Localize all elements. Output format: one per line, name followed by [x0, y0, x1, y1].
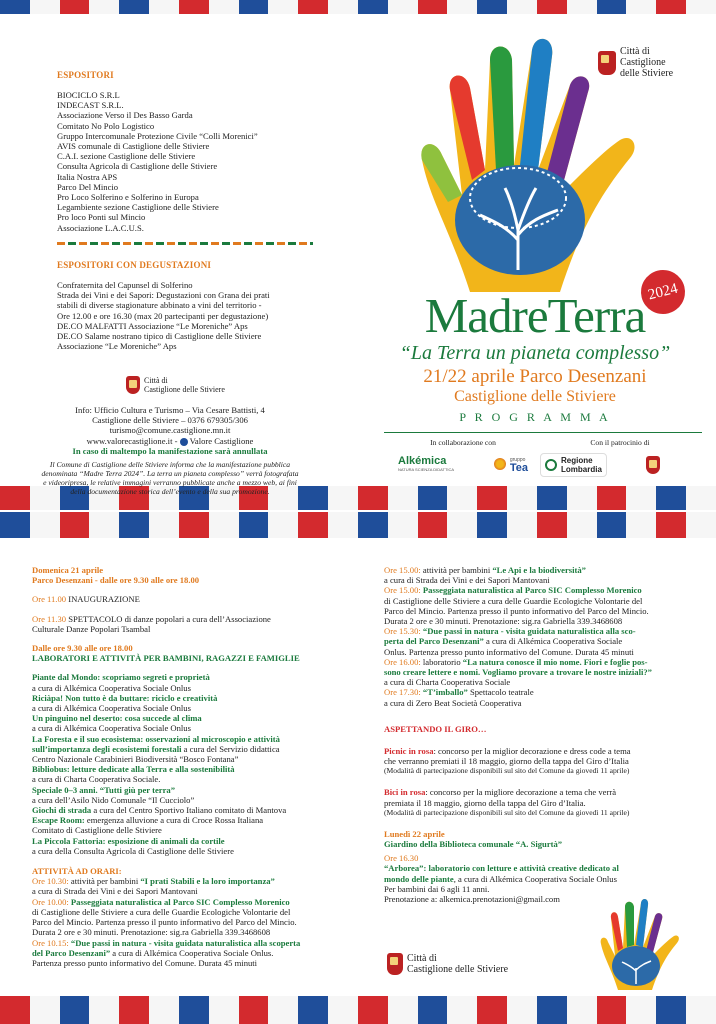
- event-label: attività per bambini: [68, 876, 141, 887]
- espositore-item: Associazione Verso il Des Basso Garda: [57, 110, 193, 121]
- stripe-segment: [477, 512, 507, 538]
- stripe-segment: [30, 996, 60, 1024]
- stripe-segment: [268, 512, 298, 538]
- degustazione-item: stabili di diverse stagionature abbinato a vini del territorio -: [57, 300, 262, 311]
- event-label: SPETTACOLO di danze popolari a cura dell’Associazione: [68, 613, 271, 624]
- event-time: Ore 15.00:: [384, 585, 421, 596]
- lab-title: LABORATORI E ATTIVITÀ PER BAMBINI, RAGAZZI E FAMIGLIE: [32, 653, 300, 664]
- divider: [57, 242, 313, 245]
- info-line: Info: Ufficio Cultura e Turismo – Via Cesare Battisti, 4: [75, 405, 265, 415]
- lab-detail: a cura di Charta Cooperativa Sociale.: [32, 774, 161, 785]
- stripe-segment: [418, 512, 448, 538]
- labs-list: [32, 672, 362, 856]
- city-name-line1: Città di: [620, 46, 650, 57]
- tea-group: gruppo: [509, 456, 526, 463]
- stripe-segment: [477, 0, 507, 14]
- event-detail: a cura di Alkémica Cooperativa Sociale Onlus.: [110, 947, 274, 958]
- middle-stripe-2: [0, 512, 716, 538]
- hero-divider: [384, 432, 702, 433]
- regione-line1: Regione: [561, 456, 593, 465]
- event-title: perta del Parco Desenzani”: [384, 636, 484, 647]
- espositori-list: [57, 90, 317, 233]
- stripe-segment: [388, 512, 418, 538]
- day2-time: Ore 16.30: [384, 853, 419, 864]
- event-detail: a cura di Zero Beat Società Cooperativa: [384, 697, 522, 708]
- event-detail: Partenza presso punto informativo del Comune. Durata 45 minuti: [32, 957, 258, 968]
- event-place: Castiglione delle Stiviere: [454, 388, 616, 405]
- espositore-item: BIOCICLO S.R.L: [57, 90, 120, 100]
- regione-line2: Lombardia: [561, 465, 602, 474]
- city-name-line2: Castiglione delle Stiviere: [407, 964, 509, 975]
- city-crest-icon: [126, 376, 140, 394]
- lab-item: [32, 836, 362, 856]
- event-detail: Durata 2 ore e 30 minuti. Prenotazione: sig.ra Gabriella 339.3468608: [384, 616, 623, 627]
- picnic-detail: che verranno premiati il 18 maggio, giorno della tappa del Giro d’Italia: [384, 756, 629, 767]
- event-title: MadreTerra: [424, 288, 646, 343]
- stripe-segment: [328, 0, 358, 14]
- espositore-item: Pro loco Ponti sul Mincio: [57, 212, 146, 223]
- event-time: Ore 10.30:: [32, 876, 69, 887]
- event-time: Ore 11.30: [32, 613, 67, 624]
- stripe-segment: [447, 512, 477, 538]
- stripe-segment: [328, 486, 358, 510]
- stripe-segment: [358, 0, 388, 14]
- city-name-line2: Castiglione: [620, 57, 666, 68]
- tea-sun-icon: [494, 458, 506, 470]
- espositori-title: ESPOSITORI: [57, 70, 114, 80]
- stripe-segment: [626, 996, 656, 1024]
- espositore-item: Parco Del Mincio: [57, 181, 119, 192]
- espositore-item: INDECAST S.R.L.: [57, 100, 124, 111]
- lab-title: Piante dal Mondo: scopriamo segreti e proprietà: [32, 672, 210, 683]
- facebook-link[interactable]: Valore Castiglione: [189, 435, 254, 446]
- event-title: “Le Api e la biodiversità”: [492, 565, 586, 575]
- degustazione-item: DE.CO Salame nostrano tipico di Castiglione delle Stiviere: [57, 331, 262, 342]
- bici-detail: premiata il 18 maggio, giorno della tappa del Giro d’Italia.: [384, 797, 586, 808]
- stripe-segment: [119, 0, 149, 14]
- event-subtitle: “La Terra un pianeta complesso”: [399, 342, 671, 364]
- day2-title: “Arborea”: laboratorio con letture e attività creative dedicato al: [384, 863, 619, 874]
- regione-lombardia-logo: [540, 453, 607, 477]
- program-day1: [32, 565, 362, 968]
- bici-label: Bici in rosa: [384, 787, 426, 798]
- stripe-segment: [0, 996, 30, 1024]
- lab-title: Riciàpa! Non tutto è da buttare: riciclo e creatività: [32, 692, 218, 703]
- event-time: Ore 10.00:: [32, 896, 69, 907]
- day2-email[interactable]: Prenotazione a: alkemica.prenotazioni@gmail.com: [384, 894, 560, 905]
- degustazione-item: Confraternita del Capunsel di Solferino: [57, 280, 193, 290]
- stripe-segment: [298, 0, 328, 14]
- day2-detail: , a cura di Alkémica Cooperativa Sociale Onlus: [453, 873, 617, 884]
- event-title: “T’imballo”: [420, 687, 468, 698]
- event-time: Ore 15.00:: [384, 565, 421, 575]
- stripe-segment: [89, 996, 119, 1024]
- stripe-segment: [686, 0, 716, 14]
- alkemica-tagline: NATURA SCIENZA DIDATTICA: [398, 467, 455, 472]
- stripe-segment: [656, 996, 686, 1024]
- stripe-segment: [418, 996, 448, 1024]
- espositore-item: AVIS comunale di Castiglione delle Stiviere: [57, 141, 210, 152]
- event-title: “I prati Stabili e la loro importanza”: [140, 876, 275, 887]
- stripe-segment: [626, 0, 656, 14]
- degustazione-item: Associazione “Le Moreniche” Aps: [57, 341, 177, 352]
- city-name-line1: Città di: [407, 953, 437, 964]
- event-detail: a cura di Strada dei Vini e dei Sapori Mantovani: [384, 575, 550, 586]
- picnic-label: Picnic in rosa: [384, 746, 434, 757]
- facebook-icon: [180, 438, 188, 446]
- event-detail: Parco del Mincio. Partenza presso il punto informativo del Parco del Mincio.: [384, 605, 649, 616]
- event-title: del Parco Desenzani”: [32, 947, 111, 958]
- lab-title: La Piccola Fattoria: esposizione di animali da cortile: [32, 835, 225, 846]
- lab-item: [32, 734, 362, 765]
- event-detail: di Castiglione delle Stiviere a cura delle Guardie Ecologiche Volontarie del: [32, 906, 291, 917]
- city-name-line1: Città di: [144, 376, 168, 385]
- lab-detail: a cura della Consulta Agricola di Castiglione delle Stiviere: [32, 845, 234, 856]
- lab-item: [32, 785, 362, 805]
- hero-text: [370, 290, 700, 426]
- orari-title: ATTIVITÀ AD ORARI:: [32, 866, 122, 877]
- stripe-segment: [239, 0, 269, 14]
- stripe-segment: [89, 0, 119, 14]
- lab-detail: a cura di Alkémica Cooperativa Sociale Onlus: [32, 723, 191, 734]
- stripe-segment: [0, 512, 30, 538]
- lab-detail: a cura di Alkémica Cooperativa Sociale Onlus: [32, 703, 191, 714]
- espositori-section: [57, 70, 317, 233]
- stripe-segment: [239, 512, 269, 538]
- lab-detail: a cura di Alkémica Cooperativa Sociale Onlus: [32, 682, 191, 693]
- lab-time: Dalle ore 9.30 alle ore 18.00: [32, 643, 133, 654]
- day2-detail: Per bambini dai 6 agli 11 anni.: [384, 883, 490, 894]
- event-label: INAUGURAZIONE: [68, 594, 140, 605]
- degustazione-item: Ore 12.00 e ore 16.30 (max 20 partecipanti per degustazione): [57, 310, 269, 321]
- lab-title: Giochi di strada: [32, 805, 92, 816]
- stripe-segment: [537, 486, 567, 510]
- stripe-segment: [358, 512, 388, 538]
- stripe-segment: [477, 996, 507, 1024]
- bici-detail: : concorso per la migliore decorazione a tema che verrà: [425, 787, 617, 798]
- degustazioni-title: ESPOSITORI CON DEGUSTAZIONI: [57, 260, 212, 270]
- stripe-segment: [567, 486, 597, 510]
- stripe-segment: [477, 486, 507, 510]
- event-title: Passeggiata naturalistica al Parco SIC Complesso Morenico: [420, 585, 642, 596]
- privacy-line: Il Comune di Castiglione delle Stiviere informa che la manifestazione pubblica: [49, 460, 291, 470]
- bici-note: (Modalità di partecipazione disponibili sul sito del Comune da giovedì 11 aprile): [384, 807, 630, 817]
- lab-item: [32, 805, 362, 815]
- city-logo-bottom: [387, 953, 508, 975]
- day1-place: Parco Desenzani - dalle ore 9.30 alle ore 18.00: [32, 575, 200, 586]
- stripe-segment: [60, 996, 90, 1024]
- stripe-segment: [149, 0, 179, 14]
- stripe-segment: [537, 512, 567, 538]
- stripe-segment: [626, 512, 656, 538]
- stripe-segment: [418, 486, 448, 510]
- privacy-notice: [40, 460, 300, 496]
- espositore-item: Legambiente sezione Castiglione delle Stiviere: [57, 202, 219, 213]
- year-badge: 2024: [636, 265, 689, 318]
- alkemica-logo: [398, 455, 454, 472]
- espositore-item: C.A.I. sezione Castiglione delle Stiviere: [57, 151, 196, 162]
- espositore-item: Italia Nostra APS: [57, 171, 118, 182]
- stripe-segment: [567, 0, 597, 14]
- stripe-segment: [0, 0, 30, 14]
- city-name-line3: delle Stiviere: [620, 68, 674, 79]
- lab-detail: a cura dell’Asilo Nido Comunale “Il Cucciolo”: [32, 794, 195, 805]
- day2-heading: Lunedì 22 aprile: [384, 828, 445, 839]
- event-title: Passeggiata naturalistica al Parco SIC Complesso Morenico: [68, 896, 290, 907]
- stripe-segment: [179, 512, 209, 538]
- programma-label: P R O G R A M M A: [459, 410, 611, 424]
- tea-logo: [494, 456, 528, 472]
- stripe-segment: [507, 486, 537, 510]
- stripe-segment: [656, 0, 686, 14]
- program-afternoon: [384, 565, 704, 904]
- picnic-note: (Modalità di partecipazione disponibili sul sito del Comune da giovedì 11 aprile): [384, 766, 630, 776]
- stripe-segment: [686, 486, 716, 510]
- privacy-line: denominata “Madre Terra 2024”. La terra un pianeta complesso” verrà fotografata: [41, 469, 299, 479]
- stripe-segment: [597, 512, 627, 538]
- patrocinio-block: [540, 438, 700, 477]
- stripe-segment: [119, 512, 149, 538]
- stripe-segment: [626, 486, 656, 510]
- picnic-detail: : concorso per la miglior decorazione e dress code a tema: [433, 746, 631, 757]
- alkemica-name: Alkémica: [398, 455, 447, 467]
- city-crest-icon: [387, 953, 403, 975]
- event-title: “La natura conosce il mio nome. Fiori e foglie pos-: [462, 656, 648, 667]
- stripe-segment: [507, 0, 537, 14]
- stripe-segment: [507, 512, 537, 538]
- stripe-segment: [268, 0, 298, 14]
- event-label: attività per bambini: [420, 565, 493, 575]
- degustazioni-list: [57, 280, 327, 351]
- stripe-segment: [418, 0, 448, 14]
- privacy-line: della documentazione storica dell’evento e della sua promozione.: [70, 487, 270, 497]
- event-time: Ore 17.30:: [384, 687, 421, 698]
- stripe-segment: [30, 512, 60, 538]
- privacy-line: e videoripresa, le relative immagini verranno pubblicate anche a mezzo web, ai fini: [43, 478, 297, 488]
- lab-detail: emergenza alluvione a cura di Croce Rossa Italiana: [84, 815, 264, 826]
- event-detail: a cura di Alkémica Cooperativa Sociale: [483, 636, 623, 647]
- event-dates: 21/22 aprile Parco Desenzani: [423, 366, 647, 387]
- event-label: laboratorio: [420, 656, 463, 667]
- event-label: Spettacolo teatrale: [467, 687, 534, 698]
- stripe-segment: [447, 0, 477, 14]
- stripe-segment: [507, 996, 537, 1024]
- stripe-segment: [597, 486, 627, 510]
- stripe-segment: [149, 512, 179, 538]
- stripe-segment: [567, 512, 597, 538]
- espositore-item: Consulta Agricola di Castiglione delle Stiviere: [57, 161, 218, 172]
- lab-item: [32, 672, 362, 692]
- day2-title: mondo delle piante: [384, 873, 454, 884]
- espositore-item: Comitato No Polo Logistico: [57, 120, 155, 131]
- lab-title: Escape Room:: [32, 815, 85, 826]
- stripe-segment: [328, 512, 358, 538]
- palm-circle: [455, 165, 585, 275]
- stripe-segment: [60, 512, 90, 538]
- degustazioni-section: [57, 260, 327, 351]
- stripe-segment: [328, 996, 358, 1024]
- info-block: [40, 405, 300, 496]
- stripe-segment: [656, 512, 686, 538]
- event-time: Ore 16.00:: [384, 656, 421, 667]
- espositore-item: Associazione L.A.C.U.S.: [57, 222, 144, 233]
- day2-place: Giardino della Biblioteca comunale “A. Sigurtà”: [384, 839, 563, 850]
- lab-title: Speciale 0–3 anni. “Tutti giù per terra”: [32, 784, 175, 795]
- stripe-segment: [30, 0, 60, 14]
- weather-notice: In caso di maltempo la manifestazione sarà annullata: [72, 445, 268, 456]
- espositore-item: Gruppo Intercomunale Protezione Civile “Colli Morenici”: [57, 130, 258, 141]
- stripe-segment: [537, 0, 567, 14]
- patrocinio-label: Con il patrocinio di: [590, 438, 650, 447]
- collab-block: [398, 438, 528, 472]
- stripe-segment: [209, 512, 239, 538]
- stripe-segment: [179, 996, 209, 1024]
- lab-title: Un pinguino nel deserto: cosa succede al clima: [32, 713, 202, 724]
- day1-heading: Domenica 21 aprile: [32, 565, 104, 575]
- event-detail: Durata 2 ore e 30 minuti. Prenotazione: sig.ra Gabriella 339.3468608: [32, 927, 271, 938]
- stripe-segment: [388, 486, 418, 510]
- lab-title: sull’importanza degli ecosistemi forestali: [32, 743, 182, 754]
- email-link[interactable]: turismo@comune.castiglione.mn.it: [109, 425, 231, 436]
- stripe-segment: [597, 0, 627, 14]
- lab-item: [32, 764, 362, 784]
- stripe-segment: [209, 0, 239, 14]
- event-detail: a cura di Strada dei Vini e dei Sapori Mantovani: [32, 886, 198, 897]
- stripe-segment: [179, 0, 209, 14]
- event-title: sono creare lettere e nomi. Vogliamo provare a trovare le nostre iniziali?”: [384, 667, 652, 678]
- stripe-segment: [686, 996, 716, 1024]
- event-title: “Due passi in natura - visita guidata naturalistica alla scoperta: [68, 937, 301, 948]
- event-title: “Due passi in natura - visita guidata naturalistica alla sco-: [420, 626, 636, 637]
- event-time: Ore 10.15:: [32, 937, 69, 948]
- event-detail: a cura di Charta Cooperativa Sociale: [384, 677, 511, 688]
- stripe-segment: [537, 996, 567, 1024]
- stripe-segment: [0, 486, 30, 510]
- stripe-segment: [298, 996, 328, 1024]
- lab-title: La Foresta e il suo ecosistema: osservazioni al microscopio e attività: [32, 733, 280, 744]
- stripe-segment: [298, 486, 328, 510]
- stripe-segment: [239, 996, 269, 1024]
- collab-label: In collaborazione con: [430, 438, 496, 447]
- stripe-segment: [89, 512, 119, 538]
- stripe-segment: [597, 996, 627, 1024]
- event-time: Ore 11.00: [32, 594, 67, 605]
- event-detail: di Castiglione delle Stiviere a cura delle Guardie Ecologiche Volontarie del: [384, 595, 643, 606]
- stripe-segment: [656, 486, 686, 510]
- info-line: Castiglione delle Stiviere – 0376 679305/306: [92, 415, 248, 426]
- event-detail: Parco del Mincio. Partenza presso il punto informativo del Parco del Mincio.: [32, 917, 297, 928]
- stripe-segment: [268, 996, 298, 1024]
- city-logo-left: [126, 376, 225, 394]
- bottom-stripe: [0, 996, 716, 1024]
- stripe-segment: [209, 996, 239, 1024]
- lab-detail: Centro Nazionale Carabinieri Biodiversità “Bosco Fontana”: [32, 754, 239, 765]
- stripe-segment: [358, 486, 388, 510]
- lab-detail: a cura del Centro Sportivo Italiano comitato di Mantova: [91, 805, 287, 816]
- lab-detail: Comitato di Castiglione delle Stiviere: [32, 825, 162, 836]
- small-hand-illustration: [596, 896, 682, 992]
- lab-item: [32, 693, 362, 713]
- hand-tree-illustration: [410, 30, 640, 295]
- degustazione-item: DE.CO MALFATTI Associazione “Le Moreniche” Aps: [57, 320, 248, 331]
- lombardia-rose-icon: [545, 459, 557, 471]
- stripe-segment: [388, 0, 418, 14]
- stripe-segment: [388, 996, 418, 1024]
- city-name-line2: Castiglione delle Stiviere: [144, 385, 225, 394]
- stripe-segment: [358, 996, 388, 1024]
- stripe-segment: [119, 996, 149, 1024]
- top-stripe: [0, 0, 716, 14]
- stripe-segment: [567, 996, 597, 1024]
- espositore-item: Pro Loco Solferino e Solferino in Europa: [57, 192, 199, 203]
- lab-item: [32, 713, 362, 733]
- lab-title: Bibliobus: letture dedicate alla Terra e alla sostenibilità: [32, 764, 235, 775]
- stripe-segment: [447, 486, 477, 510]
- website-link[interactable]: www.valorecastiglione.it -: [86, 435, 178, 446]
- stripe-segment: [447, 996, 477, 1024]
- event-detail: Onlus. Partenza presso punto informativo del Comune. Durata 45 minuti: [384, 646, 634, 657]
- lab-item: [32, 815, 362, 835]
- stripe-segment: [686, 512, 716, 538]
- tea-name: Tea: [509, 461, 528, 474]
- stripe-segment: [60, 0, 90, 14]
- degustazione-item: Strada dei Vini e dei Sapori: Degustazioni con Grana dei prati: [57, 290, 270, 301]
- event-detail: Culturale Danze Popolari Tsambal: [32, 623, 151, 634]
- lab-detail: a cura del Servizio didattica: [181, 743, 280, 754]
- event-time: Ore 15.30:: [384, 626, 421, 637]
- stripe-segment: [149, 996, 179, 1024]
- municipal-crest-icon: [646, 456, 660, 474]
- stripe-segment: [298, 512, 328, 538]
- giro-title: ASPETTANDO IL GIRO…: [384, 723, 487, 734]
